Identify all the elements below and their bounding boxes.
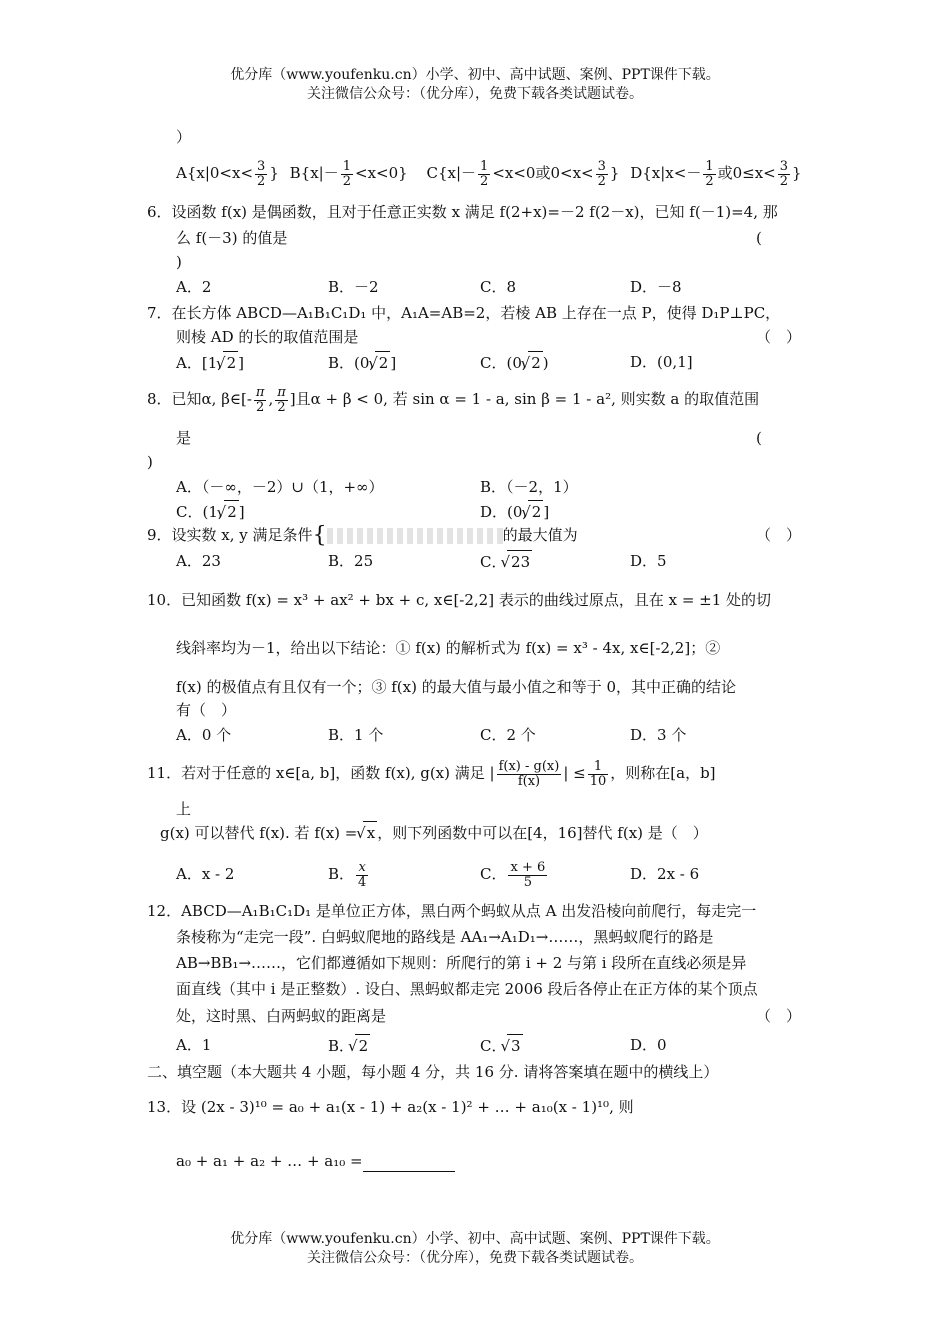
q12-line-5: 处，这时黑、白两蚂蚁的距离是 xyxy=(176,1007,387,1025)
q5-paren: ） xyxy=(176,128,192,146)
q13-answer-blank[interactable] xyxy=(363,1171,455,1172)
q5-option-d: D{x|x<－ $\frac{1}{2}$ 或0≤x< $\frac{3}{2}$ } xyxy=(630,158,802,189)
q6-line-2: 么 f(－3) 的值是 xyxy=(176,229,288,247)
q10-line-4: 有（ ） xyxy=(176,701,237,719)
q11-option-d: D．2x - 6 xyxy=(630,865,700,883)
q8-paren-right: ) xyxy=(147,453,153,471)
q10-option-d: D．3 个 xyxy=(630,726,687,744)
q13-line-1: 13．设 (2x - 3)¹⁰ = a₀ + a₁(x - 1) + a₂(x - 1)² + … + a₁₀(x - 1)¹⁰, 则 xyxy=(147,1098,634,1116)
q9-constraint-brace: { xyxy=(312,523,327,548)
q12-line-4: 面直线（其中 i 是正整数）. 设白、黑蚂蚁都走完 2006 段后各停止在正方体的某个顶点 xyxy=(176,980,758,998)
q10-line-1: 10．已知函数 f(x) = x³ + ax² + bx + c, x∈[-2,2] 表示的曲线过原点，且在 x = ±1 处的切 xyxy=(147,591,772,609)
q8-line-2: 是 xyxy=(176,429,192,447)
q10-line-2: 线斜率均为－1，给出以下结论：① f(x) 的解析式为 f(x) = x³ - 4x, x∈[-2,2]；② xyxy=(176,639,721,657)
q13-line-2: a₀ + a₁ + a₂ + … + a₁₀ = xyxy=(176,1150,455,1172)
q10-line-3: f(x) 的极值点有且仅有一个；③ f(x) 的最大值与最小值之和等于 0，其中正确的结论 xyxy=(176,678,737,696)
q10-option-a: A．0 个 xyxy=(176,726,232,744)
q5-option-b: B{x|－ $\frac{1}{2}$ <x<0} xyxy=(289,158,408,189)
q11-line-3: g(x) 可以替代 f(x). 若 f(x) = √ x ，则下列函数中可以在[4，16]替代 f(x) 是（ ） xyxy=(160,821,708,844)
q12-option-a: A．1 xyxy=(176,1036,212,1054)
q11-option-b: B． $\frac{x}{4}$ xyxy=(328,859,367,890)
q9-line: 9．设实数 x, y 满足条件{ 的最大值为 xyxy=(147,523,578,548)
q5-option-c: C{x|－ $\frac{1}{2}$ <x<0或0<x< $\frac{3}{2}$ } xyxy=(426,158,620,189)
q7-line-2: 则棱 AD 的长的取值范围是 xyxy=(176,328,359,346)
header-line-2: 关注微信公众号：（优分库），免费下载各类试题试卷。 xyxy=(307,86,643,102)
q6-paren-left: ( xyxy=(756,229,762,247)
q5-option-a: A{x|0<x< $\frac{3}{2}$ } xyxy=(176,158,279,189)
q9-option-b: B．25 xyxy=(328,552,374,570)
q12-line-3: AB→BB₁→……，它们都遵循如下规则：所爬行的第 i + 2 与第 i 段所在直线必须是异 xyxy=(176,954,747,972)
q6-option-a: A．2 xyxy=(176,278,212,296)
q9-option-d: D．5 xyxy=(630,552,667,570)
footer-line-1: 优分库（www.youfenku.cn）小学、初中、高中试题、案例、PPT课件下载。 xyxy=(230,1231,720,1247)
q8-option-d: D．(0,√ 2 ] xyxy=(480,500,549,523)
q6-option-c: C．8 xyxy=(480,278,517,296)
q10-option-c: C．2 个 xyxy=(480,726,536,744)
q12-option-b: B．√ 2 xyxy=(328,1034,370,1057)
q8-line-1: 8．已知α, β∈[- $\frac{\pi}{2}$ , $\frac{\pi}{2}$ ]且α + β < 0, 若 sin α = 1 - a, sin β = 1 - a², 则实数 a 的取值范围 xyxy=(147,384,760,415)
q11-line-1: 11．若对于任意的 x∈[a, b]，函数 f(x), g(x) 满足 | $\frac{f(x) - g(x)}{f(x)}$ | ≤ $\frac{1}{10}$ ，则称在[a，b] xyxy=(147,758,716,789)
q9-constraints-image xyxy=(327,528,503,544)
q12-option-c: C．√ 3 xyxy=(480,1034,523,1057)
q6-option-d: D．－8 xyxy=(630,278,682,296)
q8-paren-left: ( xyxy=(756,429,762,447)
q7-option-d: D．(0,1] xyxy=(630,353,693,371)
q9-option-a: A．23 xyxy=(176,552,221,570)
q7-option-b: B．(0,√ 2 ] xyxy=(328,351,396,374)
q9-paren: （ ） xyxy=(756,526,802,544)
q11-option-c: C． $\frac{x + 6}{5}$ xyxy=(480,859,546,890)
page-header xyxy=(0,66,950,104)
header-line-1: 优分库（www.youfenku.cn）小学、初中、高中试题、案例、PPT课件下载。 xyxy=(230,67,720,83)
q11-option-a: A．x - 2 xyxy=(176,865,235,883)
q8-option-a: A．（－∞，－2）∪（1，+∞） xyxy=(176,478,384,496)
q6-option-b: B．－2 xyxy=(328,278,379,296)
q12-line-1: 12．ABCD—A₁B₁C₁D₁ 是单位正方体，黑白两个蚂蚁从点 A 出发沿棱向前爬行，每走完一 xyxy=(147,902,757,920)
q8-option-c: C．(1,√ 2 ] xyxy=(176,500,245,523)
q12-paren: （ ） xyxy=(756,1007,802,1025)
footer-line-2: 关注微信公众号：（优分库），免费下载各类试题试卷。 xyxy=(307,1250,643,1266)
q9-option-c: C．√ 23 xyxy=(480,550,532,573)
q7-paren: （ ） xyxy=(756,328,802,346)
q12-line-2: 条棱称为“走完一段”. 白蚂蚁爬地的路线是 AA₁→A₁D₁→……，黑蚂蚁爬行的路是 xyxy=(176,928,714,946)
q7-line-1: 7．在长方体 ABCD—A₁B₁C₁D₁ 中，A₁A=AB=2，若棱 AB 上存在一点 P，使得 D₁P⊥PC， xyxy=(147,304,781,322)
page-footer xyxy=(0,1230,950,1268)
q7-option-a: A．[1,√ 2 ] xyxy=(176,351,244,374)
q7-option-c: C．(0,√ 2 ) xyxy=(480,351,549,374)
q5-options xyxy=(176,158,802,189)
q6-paren-right: ) xyxy=(176,253,182,271)
q10-option-b: B．1 个 xyxy=(328,726,384,744)
q6-line-1: 6．设函数 f(x) 是偶函数，且对于任意正实数 x 满足 f(2+x)=－2 f(2－x)，已知 f(－1)=4, 那 xyxy=(147,203,778,221)
q8-option-b: B．（－2，1） xyxy=(480,478,578,496)
q11-line-2: 上 xyxy=(176,800,192,818)
section-2-heading: 二、填空题（本大题共 4 小题，每小题 4 分，共 16 分. 请将答案填在题中的横线上） xyxy=(147,1063,719,1081)
q12-option-d: D．0 xyxy=(630,1036,667,1054)
